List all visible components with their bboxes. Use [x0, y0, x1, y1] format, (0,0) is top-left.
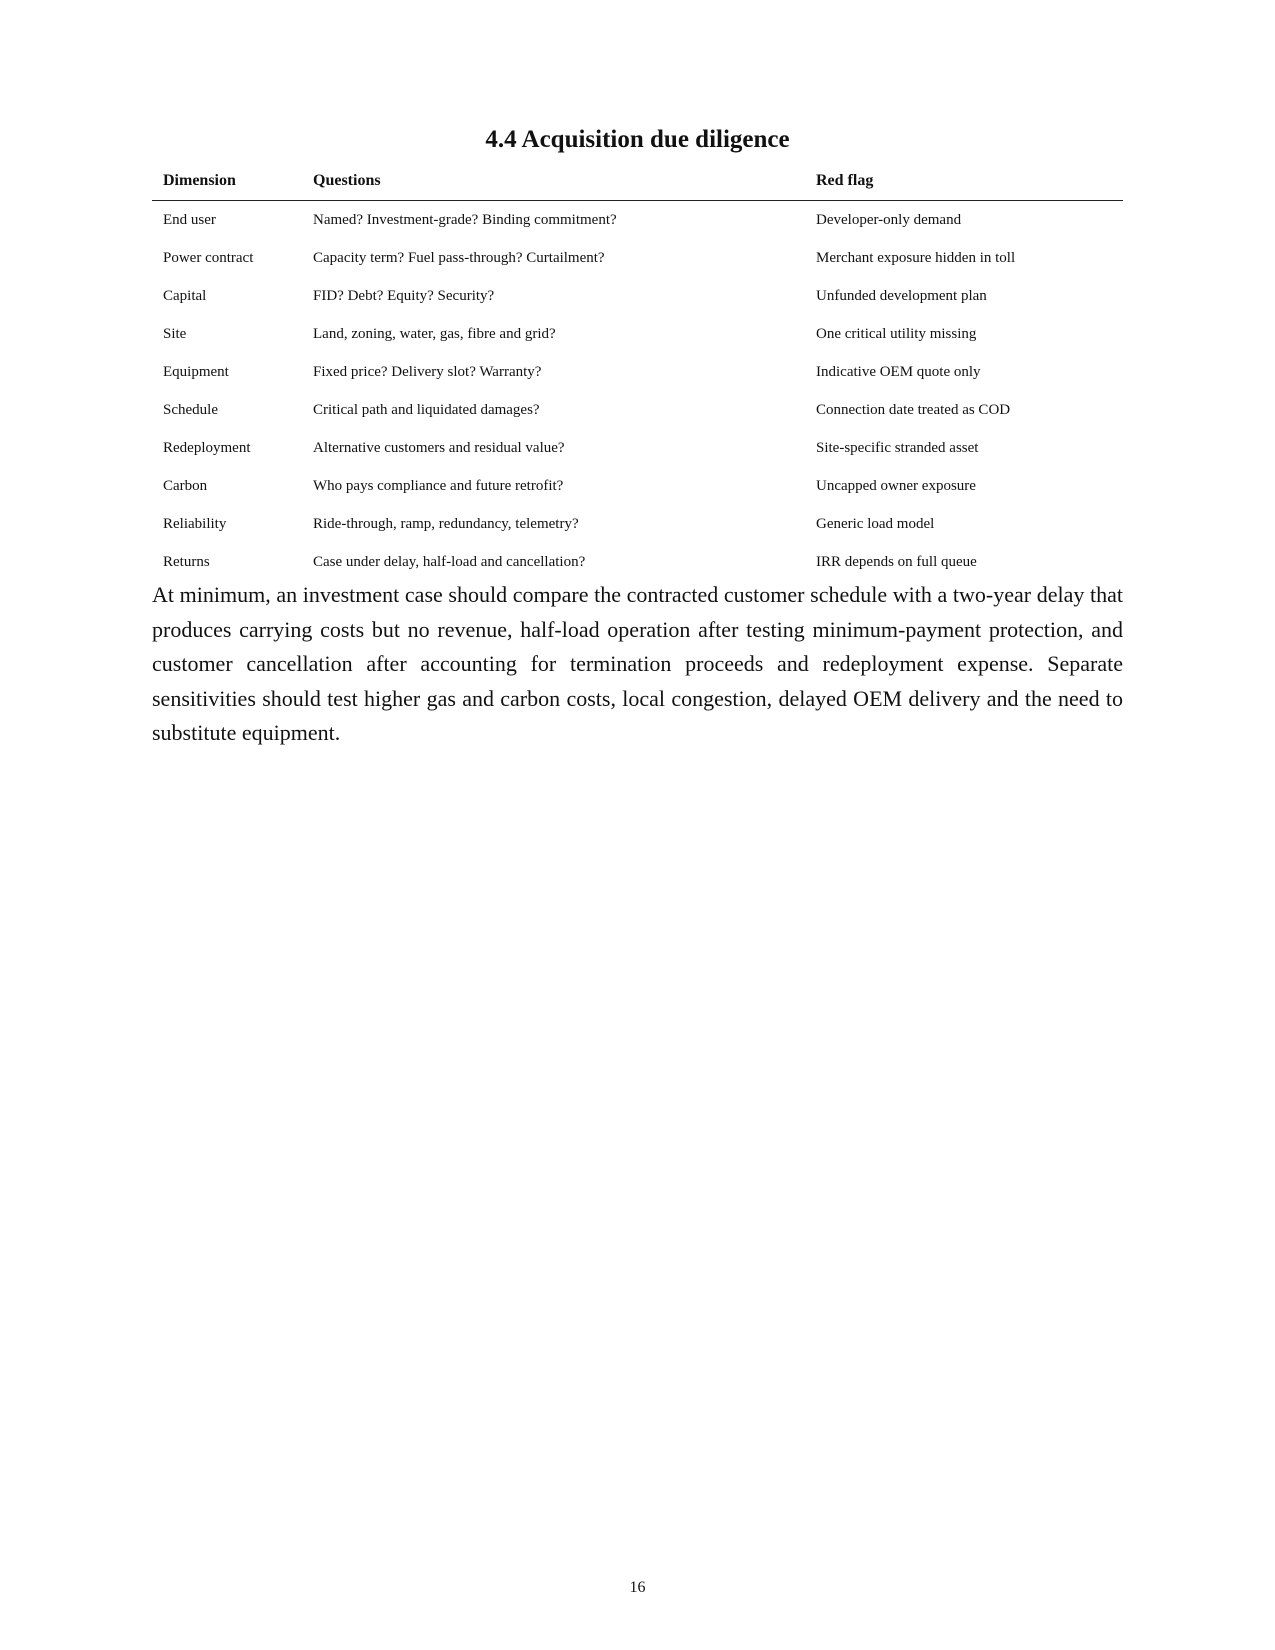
- section-title: 4.4 Acquisition due diligence: [485, 126, 790, 153]
- cell-questions: Critical path and liquidated damages?: [313, 401, 540, 418]
- cell-red-flag: Unfunded development plan: [816, 287, 987, 304]
- body-paragraph: At minimum, an investment case should compare the contracted customer schedule with a two-year delay that produces carrying costs but no revenue, half-load operation after testing minimum-payment protection, and customer cancellation after accounting for termination proceeds and redeployment expense. Separate sensitivities should test higher gas and carbon costs, local congestion, delayed OEM delivery and the need to substitute equipment.: [152, 582, 1123, 745]
- cell-dimension: Site: [163, 325, 187, 342]
- cell-dimension: Capital: [163, 287, 207, 304]
- cell-red-flag: One critical utility missing: [816, 325, 977, 342]
- table-row: [152, 277, 1123, 315]
- cell-dimension: Power contract: [163, 249, 254, 266]
- table-row: [152, 239, 1123, 277]
- header-questions: Questions: [302, 162, 805, 201]
- cell-dimension: Returns: [163, 553, 210, 570]
- cell-questions: Ride-through, ramp, redundancy, telemetry?: [313, 515, 579, 532]
- header-red-flag: Red flag: [805, 162, 1123, 201]
- table-row: [152, 353, 1123, 391]
- cell-red-flag: Uncapped owner exposure: [816, 477, 976, 494]
- cell-red-flag: Merchant exposure hidden in toll: [816, 249, 1016, 266]
- cell-red-flag: Developer-only demand: [816, 211, 962, 228]
- page-number: 16: [629, 1579, 646, 1596]
- cell-questions: Capacity term? Fuel pass-through? Curtailment?: [313, 249, 605, 266]
- table-row: [152, 543, 1123, 581]
- table-row: [152, 391, 1123, 429]
- cell-dimension: Equipment: [163, 363, 229, 380]
- cell-red-flag: Connection date treated as COD: [816, 401, 1011, 418]
- cell-questions: Land, zoning, water, gas, fibre and grid?: [313, 325, 556, 342]
- cell-red-flag: Generic load model: [816, 515, 935, 532]
- cell-questions: Case under delay, half-load and cancellation?: [313, 553, 586, 570]
- table-row: [152, 467, 1123, 505]
- table-row: [152, 315, 1123, 353]
- header-dimension: Dimension: [152, 162, 302, 201]
- cell-dimension: End user: [163, 211, 216, 228]
- cell-dimension: Reliability: [163, 515, 227, 532]
- cell-red-flag: Indicative OEM quote only: [816, 363, 981, 380]
- cell-dimension: Carbon: [163, 477, 208, 494]
- cell-questions: Who pays compliance and future retrofit?: [313, 477, 564, 494]
- table-row: [152, 201, 1123, 240]
- cell-questions: Named? Investment-grade? Binding commitment?: [313, 211, 617, 228]
- cell-red-flag: Site-specific stranded asset: [816, 439, 979, 456]
- cell-dimension: Schedule: [163, 401, 218, 418]
- cell-questions: Alternative customers and residual value?: [313, 439, 565, 456]
- cell-questions: Fixed price? Delivery slot? Warranty?: [313, 363, 542, 380]
- table-row: [152, 429, 1123, 467]
- cell-dimension: Redeployment: [163, 439, 251, 456]
- cell-red-flag: IRR depends on full queue: [816, 553, 977, 570]
- cell-questions: FID? Debt? Equity? Security?: [313, 287, 495, 304]
- due-diligence-table: [152, 162, 1123, 581]
- table-row: [152, 505, 1123, 543]
- table-header-row: [152, 162, 1123, 201]
